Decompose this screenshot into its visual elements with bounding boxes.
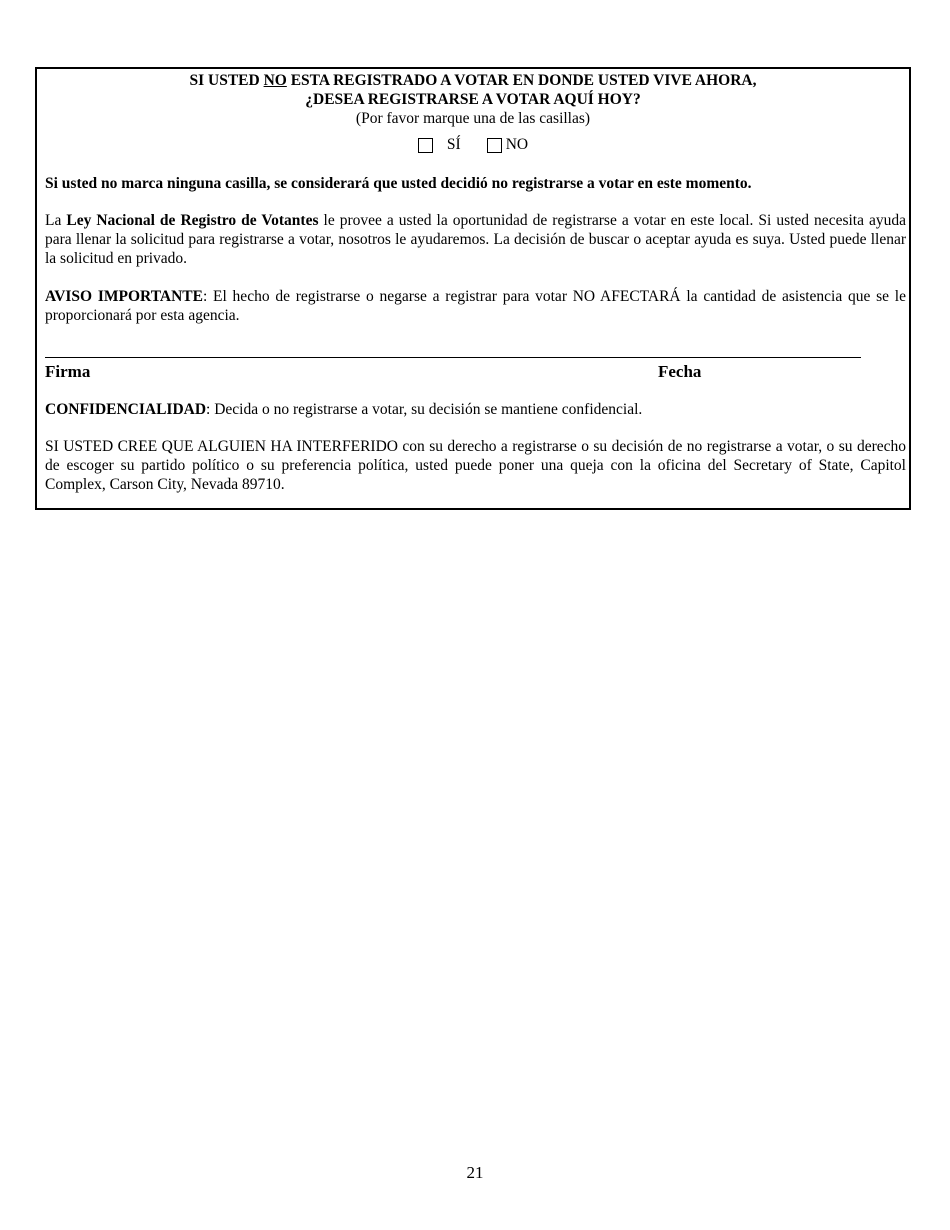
no-check-notice: Si usted no marca ninguna casilla, se considerará que usted decidió no registrarse a votar en este momento. — [45, 175, 752, 192]
no-checkbox-label: NO — [505, 136, 529, 153]
yes-checkbox[interactable] — [418, 136, 461, 154]
checkbox-square-icon[interactable] — [487, 138, 502, 153]
confidentiality-title: CONFIDENCIALIDAD — [45, 401, 207, 418]
law-paragraph: La Ley Nacional de Registro de Votantes le provee a usted la oportunidad de registrarse a votar en este local. Si usted necesita ayuda para llenar la solicitud para registrarse a votar, nosotros le ayudaremos. La decisión de buscar o aceptar ayuda es suya. Usted puede llenar la solicitud en privado. — [45, 212, 906, 267]
checkbox-square-icon[interactable] — [418, 138, 433, 153]
form-heading-line-1: SI USTED NO ESTA REGISTRADO A VOTAR EN DONDE USTED VIVE AHORA, — [189, 72, 757, 89]
registration-choice — [37, 136, 909, 154]
important-notice-title: AVISO IMPORTANTE — [45, 288, 203, 305]
complaint-paragraph: SI USTED CREE QUE ALGUIEN HA INTERFERIDO con su derecho a registrarse o su decisión de no registrarse a votar, o su derecho de escoger su partido político o su preferencia política, usted puede poner una queja con la oficina del Secretary of State, Capitol Complex, Carson City, Nevada 89710. — [45, 438, 906, 493]
date-label: Fecha — [658, 362, 702, 381]
signature-label: Firma — [45, 362, 91, 381]
important-notice: AVISO IMPORTANTE: El hecho de registrarse o negarse a registrar para votar NO AFECTARÁ la cantidad de asistencia que se le proporcionará por esta agencia. — [45, 288, 906, 324]
form-heading-line-2: ¿DESEA REGISTRARSE A VOTAR AQUÍ HOY? — [305, 91, 641, 108]
yes-checkbox-label: SÍ — [446, 136, 461, 153]
page-number: 21 — [466, 1163, 484, 1182]
voter-registration-form — [35, 67, 911, 510]
underlined-no: NO — [263, 72, 287, 89]
checkbox-instruction: (Por favor marque una de las casillas) — [355, 110, 591, 127]
signature-line[interactable] — [45, 357, 861, 358]
law-name: Ley Nacional de Registro de Votantes — [66, 212, 319, 229]
confidentiality-notice: CONFIDENCIALIDAD: Decida o no registrarse a votar, su decisión se mantiene confidencial. — [45, 401, 643, 418]
no-checkbox[interactable] — [487, 136, 528, 154]
